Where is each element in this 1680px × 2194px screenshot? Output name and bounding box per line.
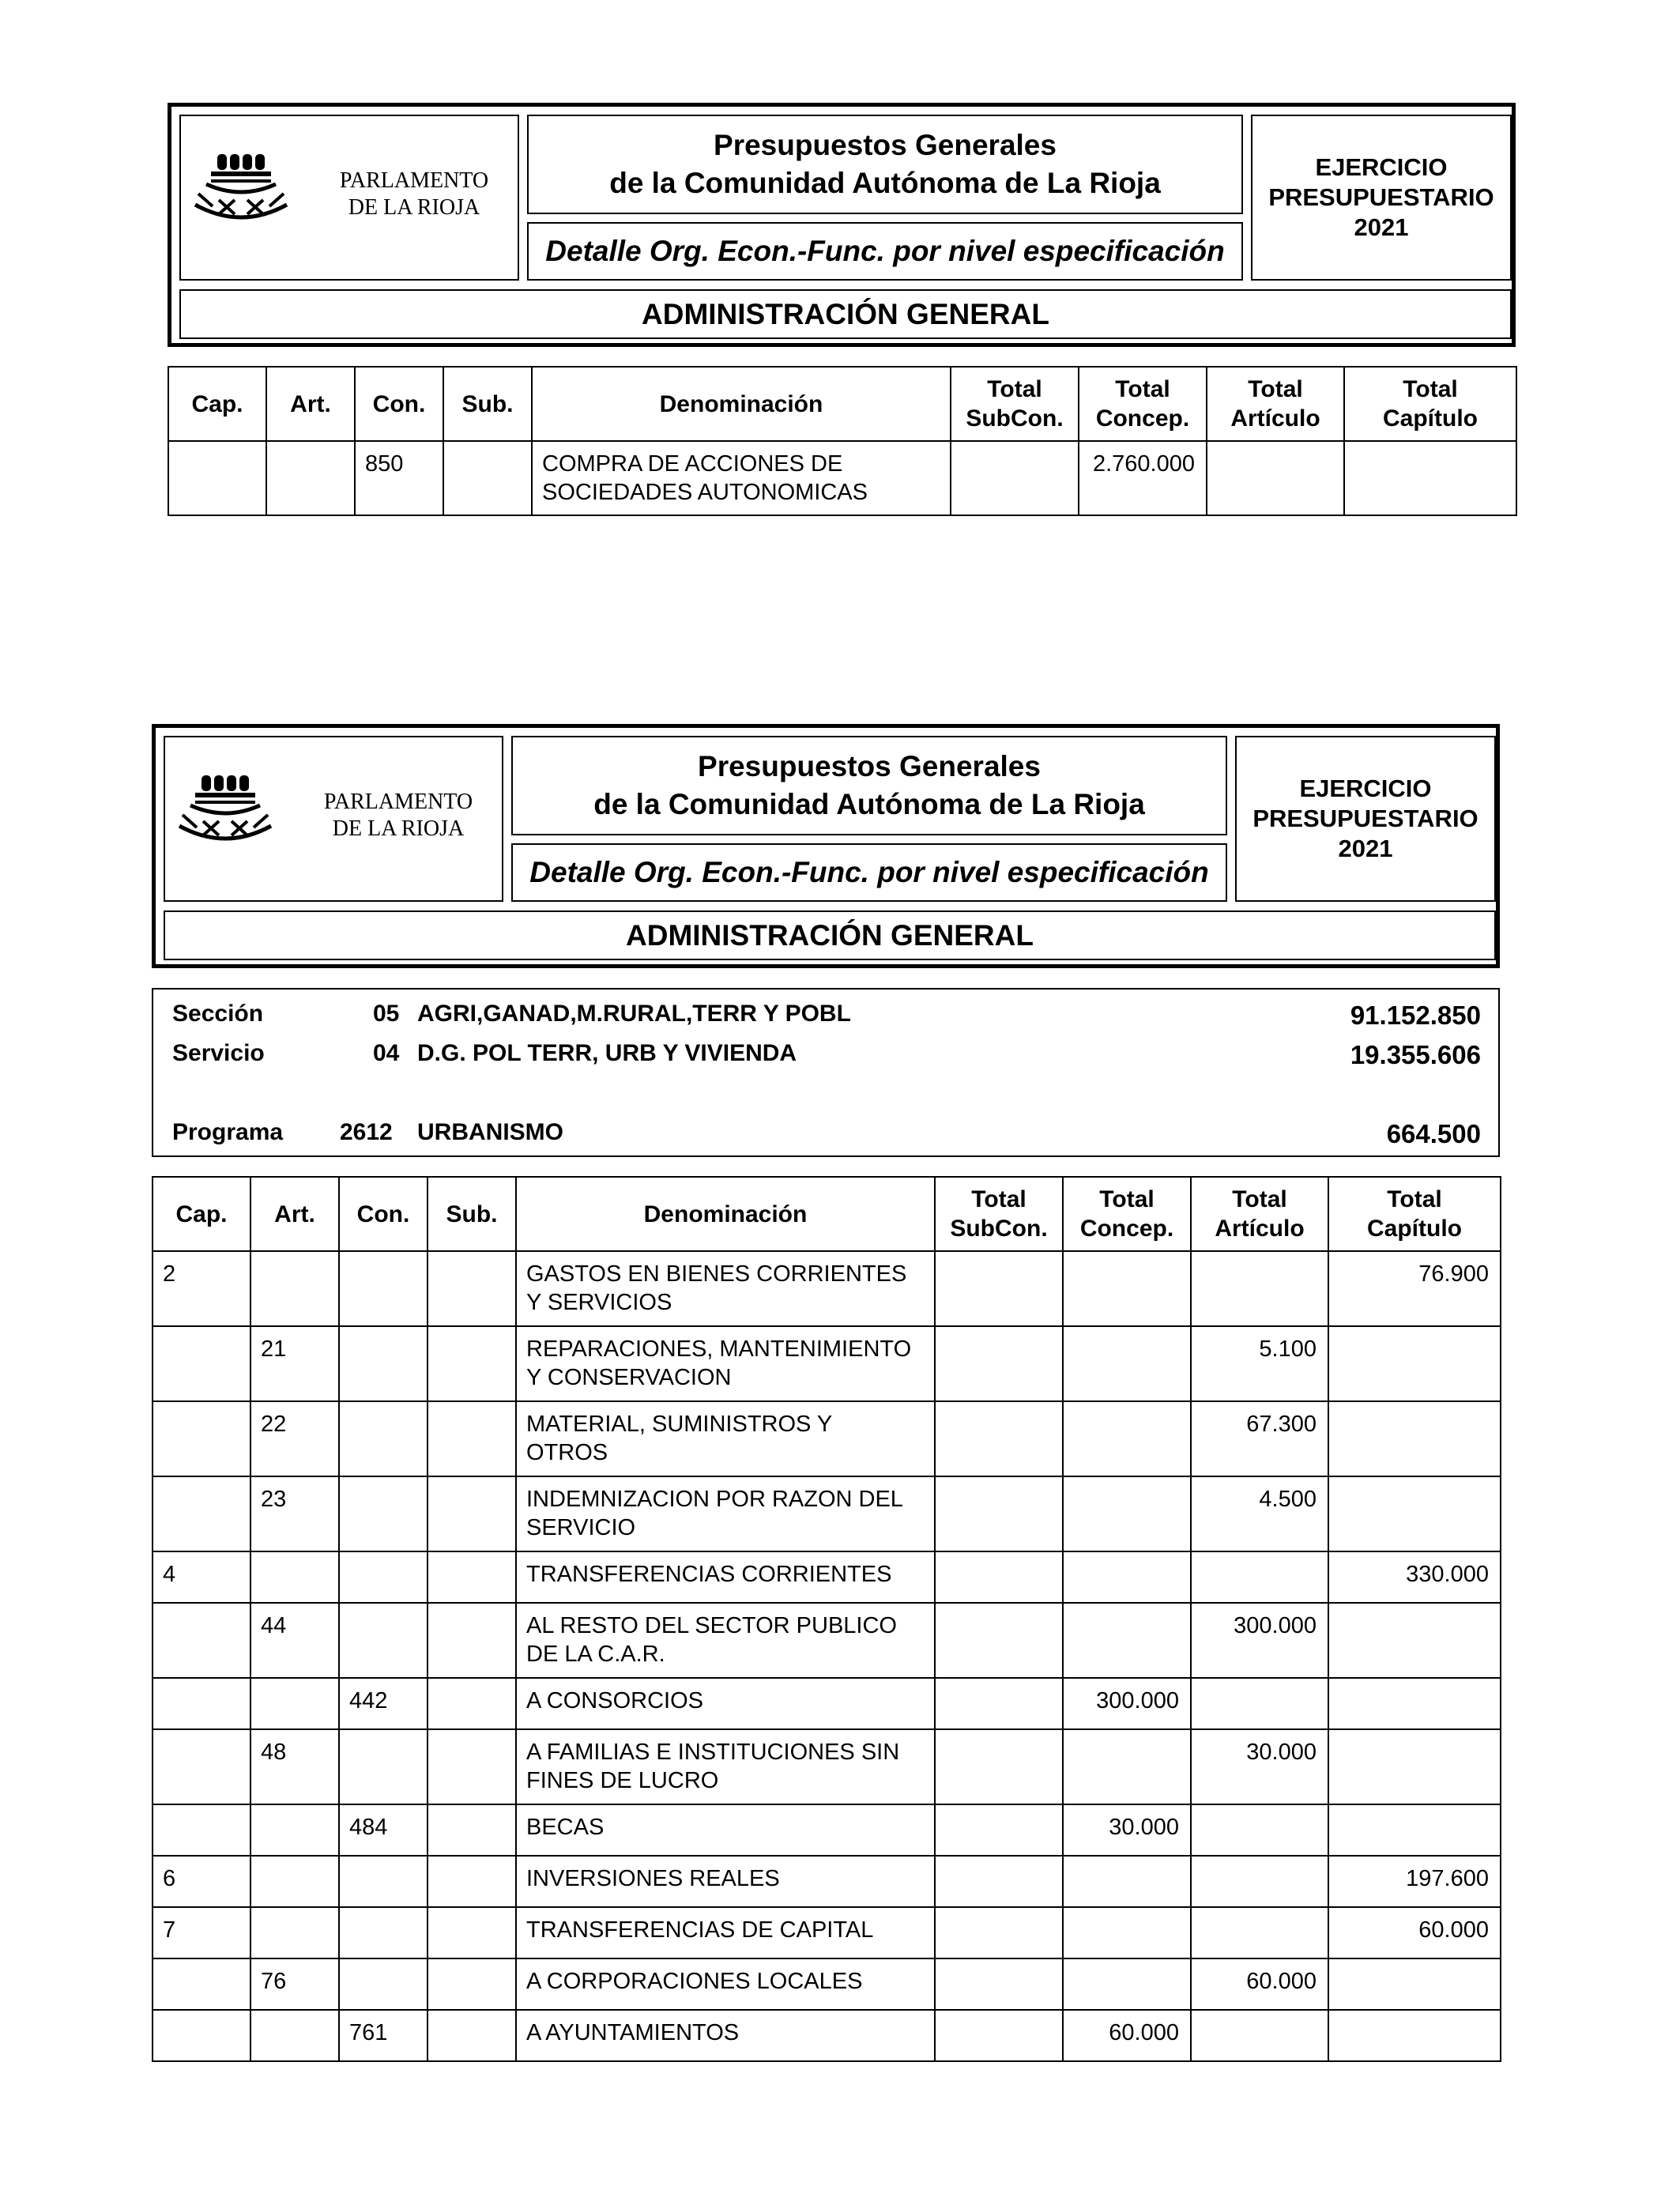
- cell-total-articulo: [1191, 1856, 1328, 1907]
- denominacion-line: OTROS: [526, 1440, 608, 1465]
- denominacion-line: COMPRA DE ACCIONES DE: [542, 451, 843, 477]
- cell-total-concep: 60.000: [1063, 2010, 1191, 2061]
- cell-total-capitulo: [1328, 1804, 1501, 1856]
- col-header-total-concep: [1063, 1177, 1191, 1251]
- col-header-line: SubCon.: [950, 1216, 1048, 1242]
- programa-row: [153, 1119, 1498, 1151]
- table-row: [153, 1551, 1501, 1603]
- cell-total-subcon: [935, 1729, 1063, 1804]
- denominacion-line: INVERSIONES REALES: [526, 1866, 780, 1891]
- denominacion-line: A AYUNTAMIENTOS: [526, 2020, 740, 2045]
- col-header-line: Concep.: [1095, 405, 1190, 432]
- denominacion-line: MATERIAL, SUMINISTROS Y: [526, 1412, 833, 1437]
- cell-total-subcon: [951, 441, 1079, 515]
- fiscal-year-panel: [1235, 736, 1496, 902]
- denominacion-line: A CORPORACIONES LOCALES: [526, 1969, 863, 1994]
- cell-total-subcon: [935, 1804, 1063, 1856]
- cell-sub: [428, 1729, 516, 1804]
- cell-total-concep: [1063, 1907, 1191, 1958]
- logo-panel: [179, 115, 519, 281]
- col-header-total-subcon: [935, 1177, 1063, 1251]
- cell-total-subcon: [935, 1251, 1063, 1326]
- page-header-2: [152, 724, 1500, 968]
- denominacion-line: BECAS: [526, 1815, 605, 1840]
- cell-art: 48: [250, 1729, 339, 1804]
- cell-denominacion: [516, 1551, 935, 1603]
- fiscal-year-line2: PRESUPUESTARIO: [1252, 805, 1478, 832]
- logo-label-line1: PARLAMENTO: [339, 168, 489, 193]
- cell-total-capitulo: 60.000: [1328, 1907, 1501, 1958]
- cell-art: [250, 1678, 339, 1729]
- document-subtitle: Detalle Org. Econ.-Func. por nivel especificación: [527, 222, 1243, 281]
- cell-total-articulo: [1191, 1804, 1328, 1856]
- col-header-total-concep: [1079, 367, 1207, 441]
- cell-cap: [168, 441, 266, 515]
- cell-cap: 2: [153, 1251, 250, 1326]
- cell-art: 22: [250, 1401, 339, 1476]
- cell-cap: [153, 1401, 250, 1476]
- cell-cap: [153, 1678, 250, 1729]
- denominacion-line: A FAMILIAS E INSTITUCIONES SIN: [526, 1740, 900, 1765]
- col-header-denominacion: Denominación: [532, 367, 951, 441]
- cell-art: [250, 1251, 339, 1326]
- logo-label: [323, 168, 505, 221]
- title-line1: Presupuestos Generales: [698, 750, 1041, 782]
- col-header-cap: Cap.: [153, 1177, 250, 1251]
- cell-con: [339, 1476, 428, 1551]
- cell-denominacion: [516, 1401, 935, 1476]
- table-row: [153, 1603, 1501, 1678]
- budget-table-2: [152, 1176, 1501, 2062]
- cell-denominacion: [516, 1476, 935, 1551]
- cell-total-subcon: [935, 1401, 1063, 1476]
- table-row: [168, 441, 1516, 515]
- col-header-art: Art.: [250, 1177, 339, 1251]
- cell-total-concep: [1063, 1476, 1191, 1551]
- cell-total-articulo: 4.500: [1191, 1476, 1328, 1551]
- cell-art: 76: [250, 1958, 339, 2010]
- table-row: [153, 1401, 1501, 1476]
- cell-total-capitulo: [1328, 1326, 1501, 1401]
- parliament-logo-icon: [190, 148, 301, 235]
- cell-total-concep: 2.760.000: [1079, 441, 1207, 515]
- cell-total-capitulo: [1328, 1476, 1501, 1551]
- logo-label: [307, 789, 489, 843]
- col-header-line: Total: [1387, 1186, 1442, 1212]
- cell-con: [339, 1907, 428, 1958]
- cell-total-articulo: 5.100: [1191, 1326, 1328, 1401]
- table-row: [153, 1326, 1501, 1401]
- col-header-line: Total: [987, 376, 1042, 402]
- denominacion-line: SOCIEDADES AUTONOMICAS: [542, 480, 868, 505]
- cell-total-concep: [1063, 1326, 1191, 1401]
- cell-total-concep: [1063, 1251, 1191, 1326]
- cell-total-capitulo: [1328, 1603, 1501, 1678]
- document-title: [511, 736, 1227, 835]
- cell-con: 850: [355, 441, 443, 515]
- cell-sub: [428, 1804, 516, 1856]
- cell-total-concep: [1063, 1958, 1191, 2010]
- servicio-name: D.G. POL TERR, URB Y VIVIENDA: [417, 1040, 797, 1066]
- cell-total-capitulo: [1328, 2010, 1501, 2061]
- cell-total-concep: [1063, 1551, 1191, 1603]
- table-row: [153, 1678, 1501, 1729]
- cell-con: 484: [339, 1804, 428, 1856]
- col-header-line: Artículo: [1215, 1216, 1305, 1242]
- table-row: [153, 1804, 1501, 1856]
- cell-sub: [428, 2010, 516, 2061]
- cell-sub: [428, 1603, 516, 1678]
- cell-cap: 4: [153, 1551, 250, 1603]
- cell-total-articulo: [1191, 1551, 1328, 1603]
- table-header-row: [153, 1177, 1501, 1251]
- col-header-line: Total: [1115, 376, 1170, 402]
- col-header-line: SubCon.: [966, 405, 1064, 432]
- cell-total-subcon: [935, 1551, 1063, 1603]
- cell-total-capitulo: [1344, 441, 1516, 515]
- cell-sub: [428, 1958, 516, 2010]
- cell-art: [250, 1856, 339, 1907]
- cell-con: 442: [339, 1678, 428, 1729]
- denominacion-line: TRANSFERENCIAS DE CAPITAL: [526, 1917, 874, 1943]
- title-line2: de la Comunidad Autónoma de La Rioja: [609, 167, 1161, 199]
- cell-art: [250, 2010, 339, 2061]
- col-header-art: Art.: [266, 367, 355, 441]
- cell-total-subcon: [935, 2010, 1063, 2061]
- col-header-con: Con.: [355, 367, 443, 441]
- cell-total-capitulo: [1328, 1401, 1501, 1476]
- cell-cap: [153, 2010, 250, 2061]
- seccion-code: 05: [373, 1001, 400, 1027]
- cell-total-concep: 30.000: [1063, 1804, 1191, 1856]
- col-header-total-articulo: [1207, 367, 1344, 441]
- cell-cap: 7: [153, 1907, 250, 1958]
- denominacion-line: INDEMNIZACION POR RAZON DEL: [526, 1487, 903, 1512]
- denominacion-line: TRANSFERENCIAS CORRIENTES: [526, 1562, 892, 1587]
- cell-con: [339, 1729, 428, 1804]
- denominacion-line: Y CONSERVACION: [526, 1365, 732, 1390]
- col-header-total-articulo: [1191, 1177, 1328, 1251]
- cell-total-articulo: [1191, 1907, 1328, 1958]
- cell-total-concep: 300.000: [1063, 1678, 1191, 1729]
- cell-total-capitulo: [1328, 1678, 1501, 1729]
- document-subtitle: Detalle Org. Econ.-Func. por nivel especificación: [511, 843, 1227, 902]
- servicio-label: Servicio: [172, 1040, 265, 1066]
- cell-denominacion: [516, 1678, 935, 1729]
- fiscal-year: 2021: [1338, 835, 1393, 862]
- cell-con: [339, 1326, 428, 1401]
- cell-sub: [428, 1326, 516, 1401]
- col-header-line: Capítulo: [1383, 405, 1478, 432]
- cell-con: [339, 1958, 428, 2010]
- denominacion-line: DE LA C.A.R.: [526, 1642, 665, 1667]
- cell-art: [250, 1551, 339, 1603]
- cell-sub: [428, 1678, 516, 1729]
- seccion-label: Sección: [172, 1001, 264, 1027]
- cell-total-concep: [1063, 1729, 1191, 1804]
- title-line1: Presupuestos Generales: [714, 129, 1057, 161]
- col-header-sub: Sub.: [443, 367, 532, 441]
- denominacion-line: SERVICIO: [526, 1515, 636, 1540]
- seccion-amount: 91.152.850: [1350, 1001, 1481, 1030]
- cell-denominacion: [516, 1958, 935, 2010]
- cell-art: 44: [250, 1603, 339, 1678]
- cell-cap: [153, 1476, 250, 1551]
- col-header-total-capitulo: [1328, 1177, 1501, 1251]
- table-row: [153, 1958, 1501, 2010]
- cell-sub: [428, 1476, 516, 1551]
- cell-cap: [153, 1958, 250, 2010]
- cell-cap: [153, 1603, 250, 1678]
- fiscal-year-line1: EJERCICIO: [1315, 153, 1448, 181]
- seccion-name: AGRI,GANAD,M.RURAL,TERR Y POBL: [417, 1001, 851, 1027]
- cell-sub: [428, 1401, 516, 1476]
- cell-denominacion: [516, 1603, 935, 1678]
- cell-total-articulo: [1191, 1678, 1328, 1729]
- table-row: [153, 1907, 1501, 1958]
- fiscal-year-line2: PRESUPUESTARIO: [1268, 183, 1494, 211]
- servicio-code: 04: [373, 1040, 400, 1066]
- cell-con: [339, 1551, 428, 1603]
- logo-label-line2: DE LA RIOJA: [348, 195, 480, 220]
- denominacion-line: Y SERVICIOS: [526, 1290, 672, 1315]
- cell-denominacion: [516, 2010, 935, 2061]
- fiscal-year: 2021: [1354, 213, 1409, 241]
- cell-total-articulo: 67.300: [1191, 1401, 1328, 1476]
- cell-sub: [428, 1551, 516, 1603]
- title-line2: de la Comunidad Autónoma de La Rioja: [593, 788, 1145, 820]
- cell-total-concep: [1063, 1603, 1191, 1678]
- cell-total-capitulo: 76.900: [1328, 1251, 1501, 1326]
- logo-label-line1: PARLAMENTO: [323, 790, 473, 814]
- denominacion-line: AL RESTO DEL SECTOR PUBLICO: [526, 1613, 897, 1638]
- cell-total-subcon: [935, 1603, 1063, 1678]
- cell-sub: [428, 1856, 516, 1907]
- cell-con: 761: [339, 2010, 428, 2061]
- fiscal-year-line1: EJERCICIO: [1299, 775, 1432, 802]
- cell-con: [339, 1251, 428, 1326]
- cell-total-articulo: [1191, 2010, 1328, 2061]
- logo-panel: [164, 736, 503, 902]
- cell-total-subcon: [935, 1326, 1063, 1401]
- cell-cap: [153, 1326, 250, 1401]
- cell-total-subcon: [935, 1958, 1063, 2010]
- col-header-line: Total: [1403, 376, 1458, 402]
- cell-total-subcon: [935, 1856, 1063, 1907]
- table-header-row: [168, 367, 1516, 441]
- cell-con: [339, 1401, 428, 1476]
- servicio-amount: 19.355.606: [1350, 1040, 1481, 1069]
- servicio-row: [153, 1040, 1498, 1072]
- cell-total-capitulo: [1328, 1958, 1501, 2010]
- col-header-line: Total: [971, 1186, 1026, 1212]
- col-header-line: Total: [1099, 1186, 1155, 1212]
- program-info-box: [152, 988, 1500, 1157]
- cell-total-articulo: 30.000: [1191, 1729, 1328, 1804]
- cell-art: [266, 441, 355, 515]
- cell-total-capitulo: [1328, 1729, 1501, 1804]
- cell-art: [250, 1907, 339, 1958]
- cell-art: [250, 1804, 339, 1856]
- cell-sub: [443, 441, 532, 515]
- col-header-total-subcon: [951, 367, 1079, 441]
- col-header-line: Concep.: [1079, 1216, 1174, 1242]
- cell-denominacion: [516, 1729, 935, 1804]
- document-title: [527, 115, 1243, 214]
- cell-con: [339, 1856, 428, 1907]
- cell-total-subcon: [935, 1678, 1063, 1729]
- cell-total-articulo: [1207, 441, 1344, 515]
- section-title: ADMINISTRACIÓN GENERAL: [164, 910, 1496, 960]
- cell-total-articulo: 60.000: [1191, 1958, 1328, 2010]
- denominacion-line: FINES DE LUCRO: [526, 1768, 719, 1793]
- cell-con: [339, 1603, 428, 1678]
- cell-total-capitulo: 197.600: [1328, 1856, 1501, 1907]
- col-header-denominacion: Denominación: [516, 1177, 935, 1251]
- cell-denominacion: [516, 1251, 935, 1326]
- programa-code: 2612: [340, 1119, 393, 1145]
- seccion-row: [153, 1001, 1498, 1032]
- table-row: [153, 1476, 1501, 1551]
- cell-denominacion: [516, 1804, 935, 1856]
- col-header-line: Total: [1248, 376, 1303, 402]
- cell-art: 21: [250, 1326, 339, 1401]
- cell-cap: 6: [153, 1856, 250, 1907]
- cell-total-articulo: [1191, 1251, 1328, 1326]
- budget-table-1: [168, 366, 1517, 516]
- col-header-cap: Cap.: [168, 367, 266, 441]
- col-header-con: Con.: [339, 1177, 428, 1251]
- cell-cap: [153, 1804, 250, 1856]
- programa-amount: 664.500: [1386, 1119, 1481, 1148]
- table-row: [153, 1729, 1501, 1804]
- cell-total-articulo: 300.000: [1191, 1603, 1328, 1678]
- denominacion-line: GASTOS EN BIENES CORRIENTES: [526, 1261, 907, 1287]
- fiscal-year-panel: [1251, 115, 1512, 281]
- parliament-logo-icon: [175, 769, 285, 856]
- col-header-total-capitulo: [1344, 367, 1516, 441]
- cell-total-concep: [1063, 1856, 1191, 1907]
- cell-total-capitulo: 330.000: [1328, 1551, 1501, 1603]
- cell-cap: [153, 1729, 250, 1804]
- cell-art: 23: [250, 1476, 339, 1551]
- cell-denominacion: [516, 1326, 935, 1401]
- col-header-line: Artículo: [1230, 405, 1320, 432]
- cell-sub: [428, 1251, 516, 1326]
- cell-denominacion: [516, 1856, 935, 1907]
- table-row: [153, 1251, 1501, 1326]
- page-header-1: [168, 103, 1516, 347]
- logo-label-line2: DE LA RIOJA: [332, 816, 465, 841]
- col-header-sub: Sub.: [428, 1177, 516, 1251]
- denominacion-line: REPARACIONES, MANTENIMIENTO: [526, 1336, 912, 1362]
- denominacion-line: A CONSORCIOS: [526, 1688, 703, 1713]
- programa-label: Programa: [172, 1119, 284, 1145]
- cell-total-concep: [1063, 1401, 1191, 1476]
- section-title: ADMINISTRACIÓN GENERAL: [179, 289, 1512, 339]
- col-header-line: Total: [1232, 1186, 1287, 1212]
- cell-denominacion: [532, 441, 951, 515]
- cell-total-subcon: [935, 1476, 1063, 1551]
- table-row: [153, 2010, 1501, 2061]
- col-header-line: Capítulo: [1367, 1216, 1462, 1242]
- cell-total-subcon: [935, 1907, 1063, 1958]
- table-row: [153, 1856, 1501, 1907]
- programa-name: URBANISMO: [417, 1119, 563, 1145]
- cell-denominacion: [516, 1907, 935, 1958]
- cell-sub: [428, 1907, 516, 1958]
